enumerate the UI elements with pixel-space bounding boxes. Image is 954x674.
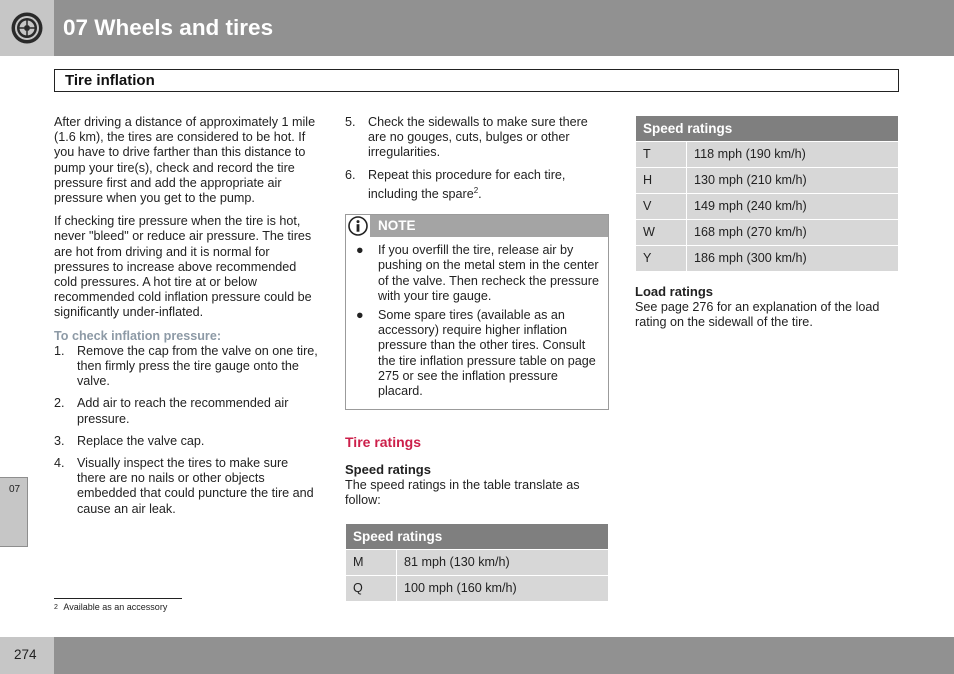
step-item xyxy=(345,168,609,203)
speed-value-cell: 149 mph (240 km/h) xyxy=(687,194,899,220)
step-text: Visually inspect the tires to make sure there are no nails or other objects embedded that could puncture the tire and cause an air leak. xyxy=(77,456,314,516)
table-header-row xyxy=(346,523,609,549)
speed-value-cell: 100 mph (160 km/h) xyxy=(397,575,609,601)
step-number: 3. xyxy=(54,433,65,448)
speed-value-cell: 118 mph (190 km/h) xyxy=(687,142,899,168)
chapter-title: 07 Wheels and tires xyxy=(63,15,274,40)
table-header: Speed ratings xyxy=(346,523,609,549)
speed-ratings-heading: Speed ratings xyxy=(345,462,431,478)
steps-list-2 xyxy=(345,115,609,202)
tire-ratings-heading: Tire ratings xyxy=(345,434,421,451)
table-header-row xyxy=(636,116,899,142)
footnote-marker: 2 xyxy=(54,604,58,611)
speed-ratings-table-1 xyxy=(345,523,609,602)
page-number-box xyxy=(0,637,54,674)
note-item-text: If you overfill the tire, release air by pushing on the metal stem in the center of the valve. Then recheck the pressure with your tire gauge. xyxy=(378,243,599,303)
step-item xyxy=(54,396,320,426)
load-ratings-text: See page 276 for an explanation of the load rating on the sidewall of the tire. xyxy=(635,300,880,330)
note-label: NOTE xyxy=(378,218,416,234)
footnote-reference: 2 xyxy=(473,185,479,195)
steps-list-1 xyxy=(54,344,320,517)
table-row xyxy=(346,549,609,575)
note-header xyxy=(346,215,608,237)
step-number: 1. xyxy=(54,343,65,358)
chapter-side-tab xyxy=(0,477,28,547)
load-ratings-heading: Load ratings xyxy=(635,284,714,299)
step-number: 2. xyxy=(54,396,65,411)
table-row xyxy=(636,220,899,246)
note-item xyxy=(354,243,600,304)
step-text: Check the sidewalls to make sure there are no gouges, cuts, bulges or other irregularities. xyxy=(368,115,588,160)
page-footer xyxy=(0,637,954,674)
step-text: Replace the valve cap. xyxy=(77,433,205,448)
bullet-icon: ● xyxy=(356,308,364,323)
step-text: Add air to reach the recommended air pressure. xyxy=(77,396,289,426)
note-item-text: Some spare tires (available as an accessory) require higher inflation pressure than the other tires. Consult the tire inflation pressure table on page 275 or see the inflation pressure placard. xyxy=(378,308,596,399)
note-icon-box xyxy=(346,215,370,237)
note-body xyxy=(346,237,608,409)
table-row xyxy=(636,168,899,194)
step-item xyxy=(54,456,320,517)
table-row xyxy=(636,246,899,272)
step-number: 4. xyxy=(54,456,65,471)
speed-code-cell: H xyxy=(636,168,687,194)
paragraph-hot-pressure: If checking tire pressure when the tire is hot, never "bleed" or reduce air pressure. The tires are hot from driving and it is normal for pressures to increase above recommended cold pressures. A hot tire at or below recommended cold inflation pressure could be significantly under-inflated. xyxy=(54,214,312,320)
column-3 xyxy=(635,115,899,330)
section-title-box xyxy=(54,69,899,92)
step-number: 6. xyxy=(345,167,356,182)
tire-icon xyxy=(10,11,44,45)
speed-value-cell: 81 mph (130 km/h) xyxy=(397,549,609,575)
table-row xyxy=(636,142,899,168)
step-text-trailing: . xyxy=(478,187,482,201)
speed-code-cell: Y xyxy=(636,246,687,272)
table-header: Speed ratings xyxy=(636,116,899,142)
step-item xyxy=(54,344,320,390)
speed-value-cell: 168 mph (270 km/h) xyxy=(687,220,899,246)
footnote-text: Available as an accessory xyxy=(63,602,168,612)
step-item xyxy=(54,434,320,449)
speed-code-cell: T xyxy=(636,142,687,168)
speed-value-cell: 130 mph (210 km/h) xyxy=(687,168,899,194)
step-item xyxy=(345,115,609,161)
column-2 xyxy=(345,115,609,602)
table-row xyxy=(636,194,899,220)
speed-value-cell: 186 mph (300 km/h) xyxy=(687,246,899,272)
footnote-divider xyxy=(54,598,182,599)
note-box xyxy=(345,214,609,410)
footnote xyxy=(54,602,167,613)
speed-ratings-intro: The speed ratings in the table translate as follow: xyxy=(345,478,580,508)
speed-code-cell: V xyxy=(636,194,687,220)
speed-code-cell: Q xyxy=(346,575,397,601)
step-text: Repeat this procedure for each tire, including the spare xyxy=(368,167,566,201)
info-icon xyxy=(348,216,368,236)
bullet-icon: ● xyxy=(356,243,364,258)
step-number: 5. xyxy=(345,115,356,129)
subheading-check-inflation: To check inflation pressure: xyxy=(54,328,222,343)
section-title: Tire inflation xyxy=(65,72,155,89)
note-item xyxy=(354,308,600,399)
step-text: Remove the cap from the valve on one tire, then firmly press the tire gauge onto the valve. xyxy=(77,343,318,389)
table-row xyxy=(346,575,609,601)
speed-code-cell: W xyxy=(636,220,687,246)
column-1 xyxy=(54,115,320,524)
chapter-side-tab-label: 07 xyxy=(9,484,21,495)
page-number: 274 xyxy=(14,647,37,662)
speed-ratings-table-2 xyxy=(635,115,899,272)
speed-code-cell: M xyxy=(346,549,397,575)
chapter-icon-box xyxy=(0,0,54,56)
paragraph-hot-tires: After driving a distance of approximately 1 mile (1.6 km), the tires are considered to be hot. If you have to drive farther than this distance to pump your tire(s), check and record the tire pressure first and add the appropriate air pressure when you get to the pump. xyxy=(54,115,316,206)
